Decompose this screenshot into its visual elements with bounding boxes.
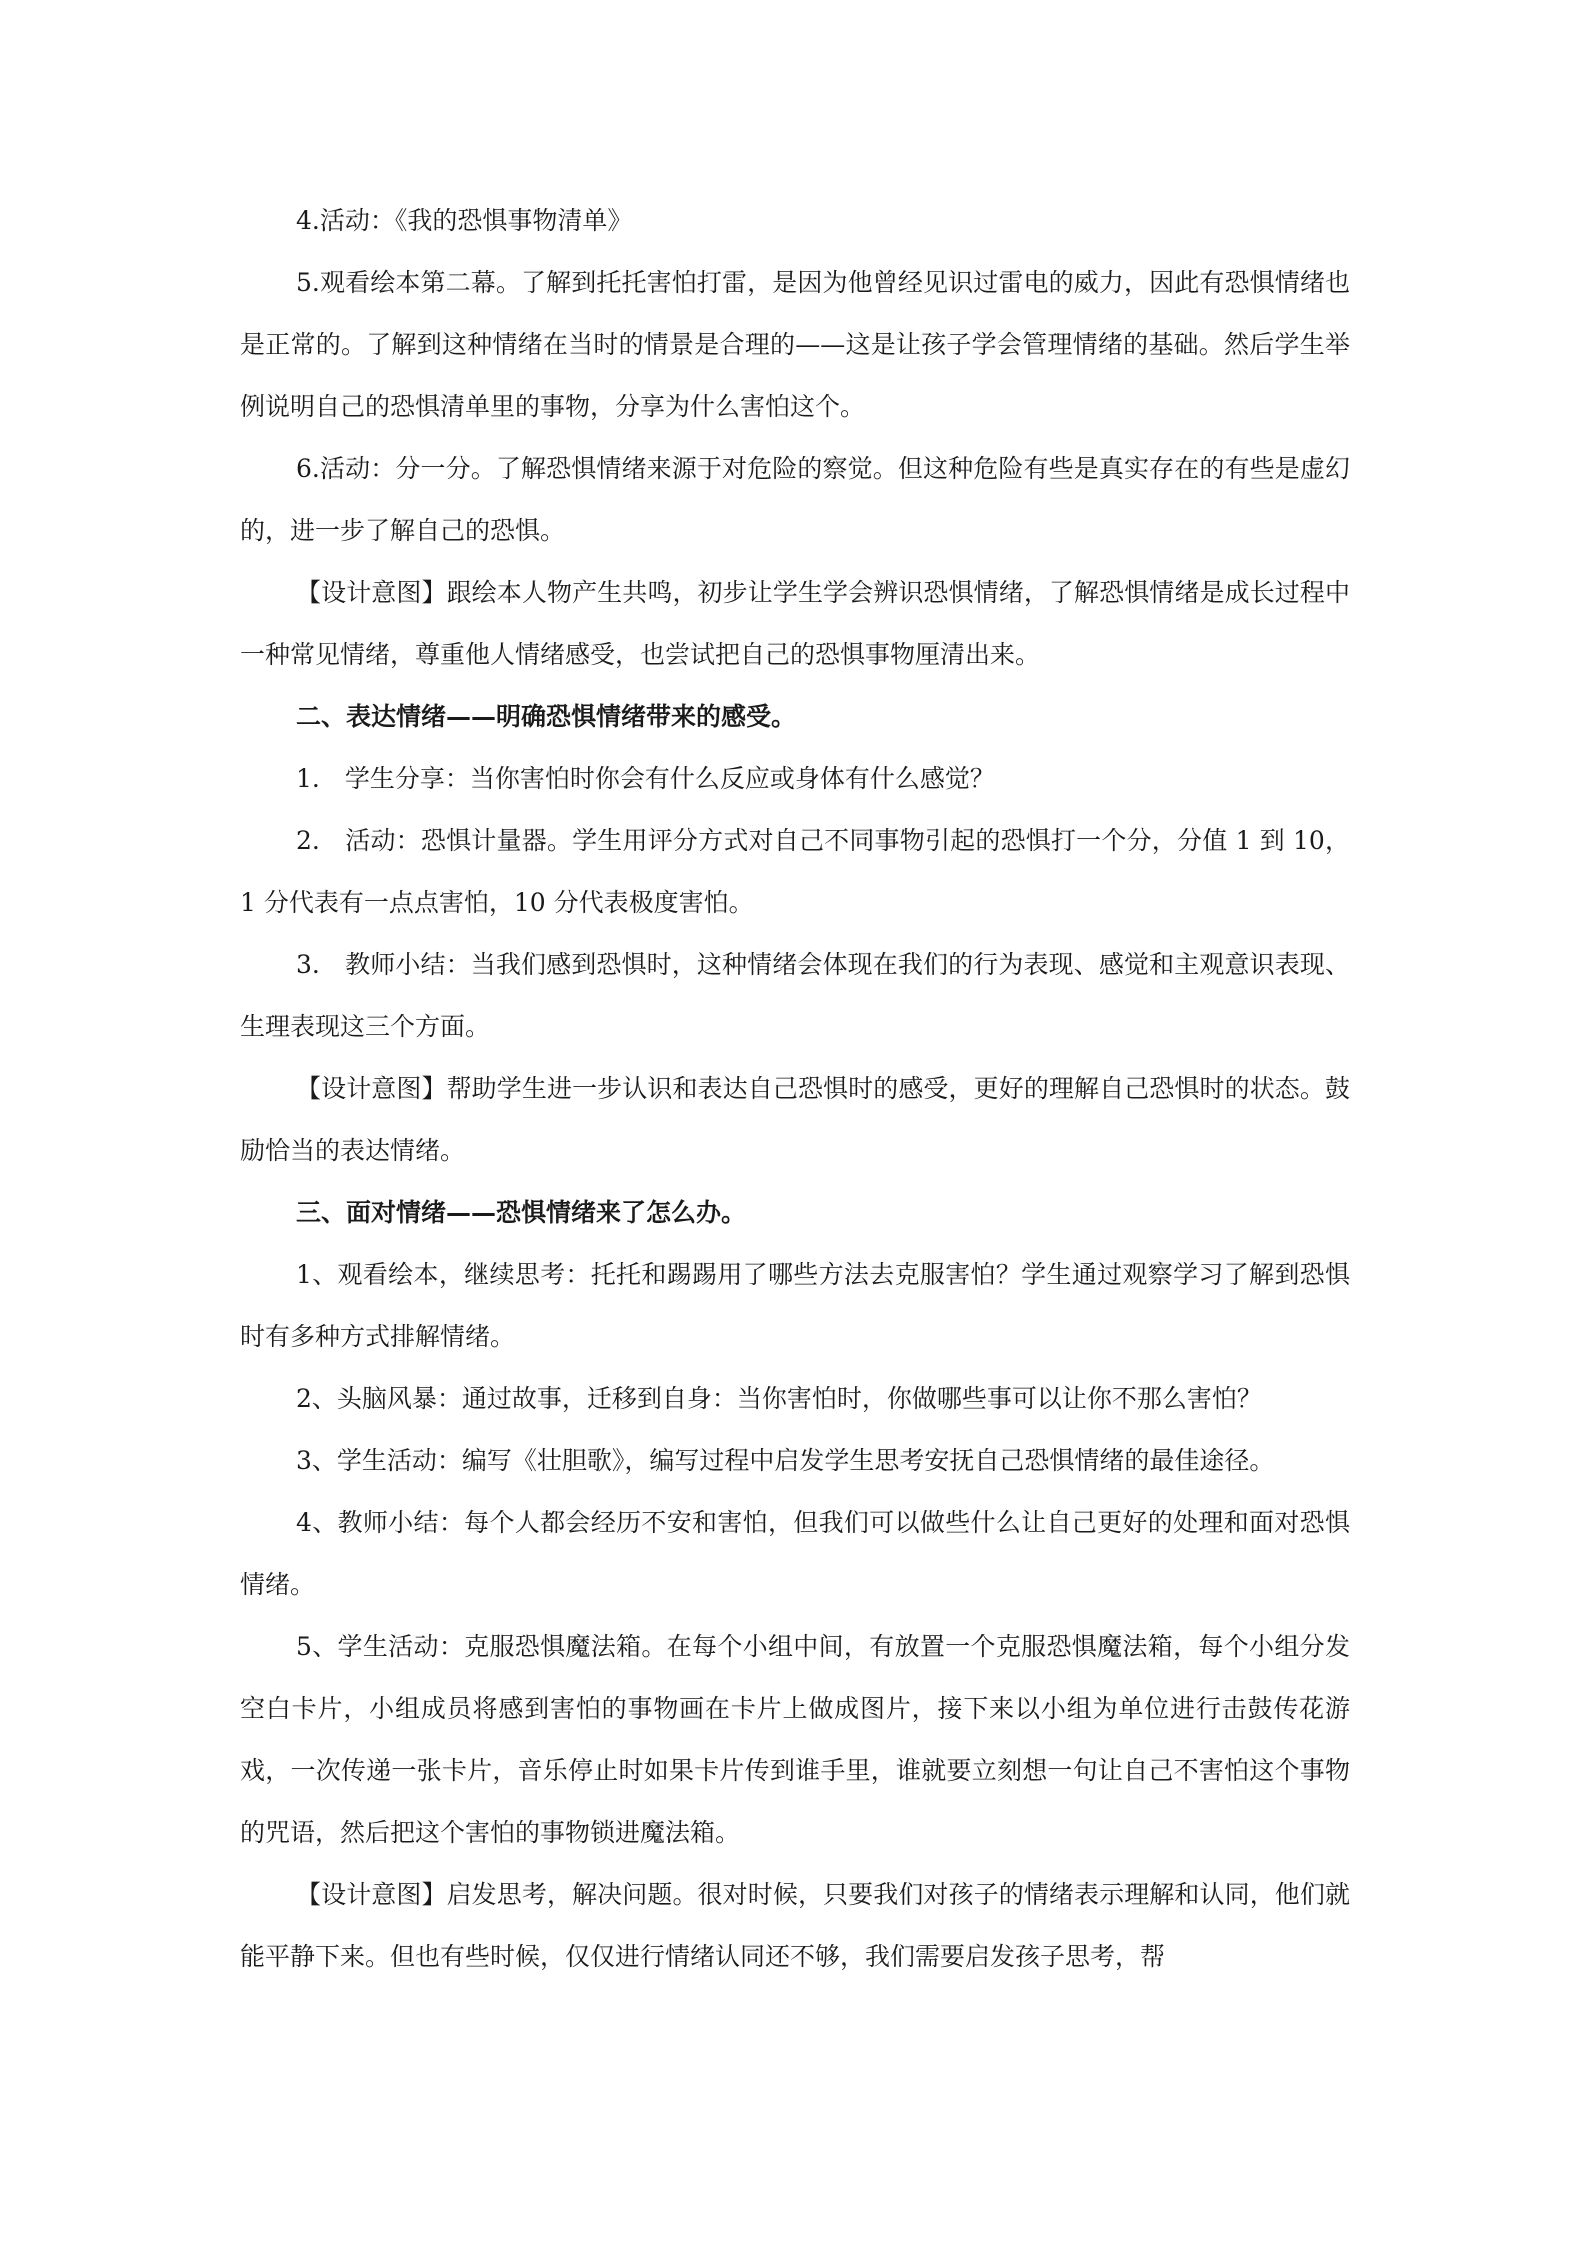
section-3-item-3: 3、学生活动：编写《壮胆歌》，编写过程中启发学生思考安抚自己恐惧情绪的最佳途径。 [296, 1446, 1275, 1475]
section-3-item-2: 2、头脑风暴：通过故事，迁移到自身：当你害怕时，你做哪些事可以让你不那么害怕？ [296, 1384, 1262, 1413]
list-item-activity-6: 6.活动：分一分。了解恐惧情绪来源于对危险的察觉。但这种危险有些是真实存在的有些是虚幻的，进一步了解自己的恐惧。 [240, 454, 1350, 545]
list-item-activity-4: 4.活动：《我的恐惧事物清单》 [296, 206, 633, 235]
section-3-item-1: 1、观看绘本，继续思考：托托和踢踢用了哪些方法去克服害怕？学生通过观察学习了解到恐惧时有多种方式排解情绪。 [240, 1260, 1350, 1351]
section-2-item-2: 2. 活动：恐惧计量器。学生用评分方式对自己不同事物引起的恐惧打一个分，分值 1 到 10，1 分代表有一点点害怕，10 分代表极度害怕。 [240, 826, 1350, 917]
document-page [240, 190, 1350, 1988]
section-3-item-5: 5、学生活动：克服恐惧魔法箱。在每个小组中间，有放置一个克服恐惧魔法箱，每个小组分发空白卡片，小组成员将感到害怕的事物画在卡片上做成图片，接下来以小组为单位进行击鼓传花游戏，一次传递一张卡片，音乐停止时如果卡片传到谁手里，谁就要立刻想一句让自己不害怕这个事物的咒语，然后把这个害怕的事物锁进魔法箱。 [240, 1632, 1350, 1847]
section-3-item-4: 4、教师小结：每个人都会经历不安和害怕，但我们可以做些什么让自己更好的处理和面对恐惧情绪。 [240, 1508, 1350, 1599]
section-heading-2: 二、表达情绪——明确恐惧情绪带来的感受。 [296, 702, 797, 731]
design-intent-paragraph-2: 【设计意图】帮助学生进一步认识和表达自己恐惧时的感受，更好的理解自己恐惧时的状态。鼓励恰当的表达情绪。 [240, 1074, 1350, 1165]
design-intent-paragraph-1: 【设计意图】跟绘本人物产生共鸣，初步让学生学会辨识恐惧情绪，了解恐惧情绪是成长过程中一种常见情绪，尊重他人情绪感受，也尝试把自己的恐惧事物厘清出来。 [240, 578, 1350, 669]
design-intent-paragraph-3: 【设计意图】启发思考，解决问题。很对时候，只要我们对孩子的情绪表示理解和认同，他们就能平静下来。但也有些时候，仅仅进行情绪认同还不够，我们需要启发孩子思考，帮 [240, 1880, 1350, 1971]
list-item-activity-5: 5.观看绘本第二幕。了解到托托害怕打雷，是因为他曾经见识过雷电的威力，因此有恐惧情绪也是正常的。了解到这种情绪在当时的情景是合理的——这是让孩子学会管理情绪的基础。然后学生举例说明自己的恐惧清单里的事物，分享为什么害怕这个。 [240, 268, 1350, 421]
section-heading-3: 三、面对情绪——恐惧情绪来了怎么办。 [296, 1198, 747, 1227]
section-2-item-3: 3. 教师小结：当我们感到恐惧时，这种情绪会体现在我们的行为表现、感觉和主观意识表现、生理表现这三个方面。 [240, 950, 1350, 1041]
section-2-item-1: 1. 学生分享：当你害怕时你会有什么反应或身体有什么感觉？ [296, 764, 995, 793]
